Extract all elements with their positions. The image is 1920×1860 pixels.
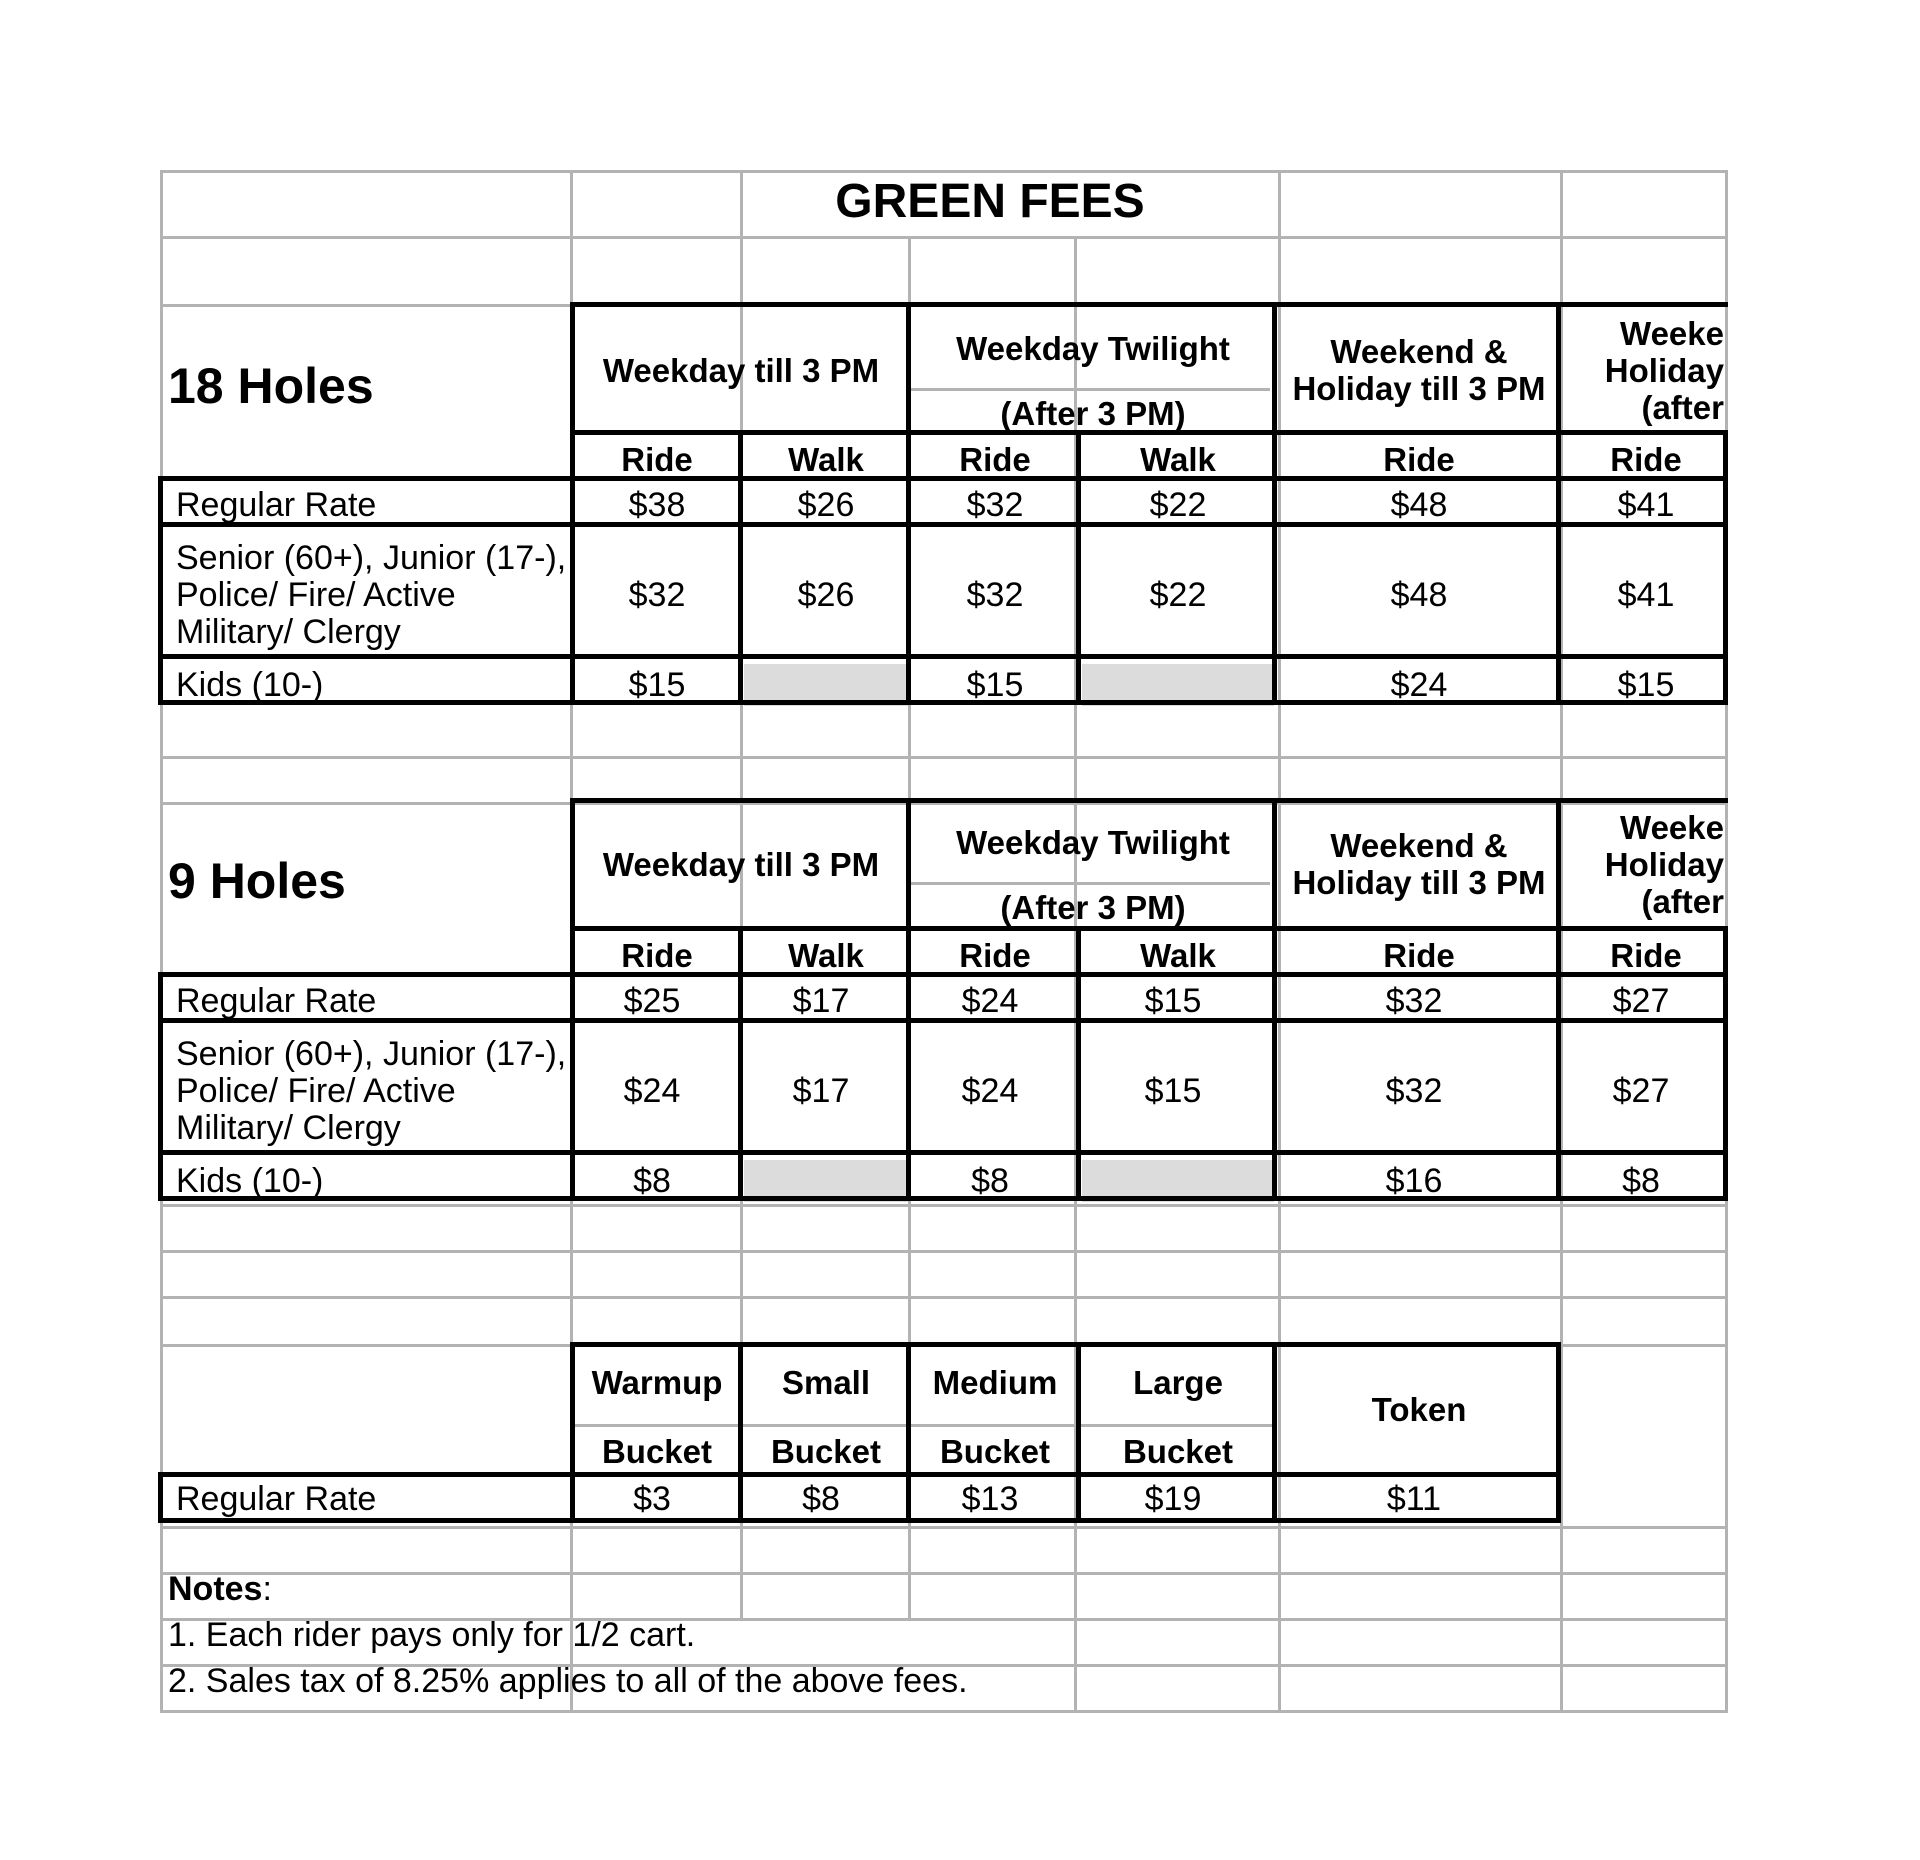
fee-cell: $17 — [792, 981, 850, 1020]
table-border — [158, 1472, 163, 1523]
fee-cell: $15 — [1617, 665, 1675, 704]
price-cell: $19 — [1144, 1479, 1202, 1518]
row-label: Regular Rate — [176, 485, 377, 524]
subheader-ride: Ride — [959, 440, 1031, 478]
fee-cell: $15 — [1144, 1071, 1202, 1110]
header-after-3: (After 3 PM) — [1000, 394, 1186, 432]
table-border — [158, 476, 163, 705]
fee-cell: $32 — [1385, 1071, 1443, 1110]
fee-cell: $22 — [1149, 485, 1207, 524]
fee-cell: $27 — [1612, 1071, 1670, 1110]
fee-cell: $24 — [623, 1071, 681, 1110]
row-label: Kids (10-) — [176, 665, 324, 704]
table-border — [158, 972, 163, 1201]
header-weekday-twilight: Weekday Twilight — [956, 329, 1230, 367]
bucket-label: Bucket — [939, 1432, 1051, 1470]
bucket-header-warmup: Warmup — [591, 1363, 723, 1401]
fee-cell: $41 — [1617, 575, 1675, 614]
notes-heading — [160, 1568, 560, 1610]
fee-cell: $32 — [1385, 981, 1443, 1020]
fee-cell: $32 — [966, 485, 1024, 524]
note-item: 2. Sales tax of 8.25% applies to all of the above fees. — [168, 1661, 968, 1700]
bucket-header-large: Large — [1133, 1363, 1223, 1401]
subheader-walk: Walk — [1140, 936, 1216, 974]
fee-cell: $26 — [797, 575, 855, 614]
subheader-ride: Ride — [1383, 936, 1455, 974]
fee-cell: $48 — [1390, 485, 1448, 524]
bucket-header-small: Small — [781, 1363, 871, 1401]
fee-cell: $8 — [971, 1161, 1009, 1200]
table-border — [158, 1472, 1560, 1477]
row-label: Senior (60+), Junior (17-), Police/ Fire/ Active Military/ Clergy — [176, 538, 567, 651]
subheader-ride: Ride — [1610, 440, 1682, 478]
subheader-walk: Walk — [1140, 440, 1216, 478]
price-cell: $8 — [802, 1479, 840, 1518]
token-header: Token — [1371, 1390, 1467, 1428]
subheader-ride: Ride — [621, 440, 693, 478]
fee-cell: $24 — [1390, 665, 1448, 704]
fee-cell: $27 — [1612, 981, 1670, 1020]
fee-cell: $38 — [628, 485, 686, 524]
fee-cell: $15 — [966, 665, 1024, 704]
bucket-header-medium: Medium — [932, 1363, 1058, 1401]
bucket-label: Bucket — [601, 1432, 713, 1470]
fee-cell: $32 — [966, 575, 1024, 614]
subheader-walk: Walk — [788, 440, 864, 478]
fee-cell: $25 — [623, 981, 681, 1020]
header-weekend-till-3: Weekend & Holiday till 3 PM — [1292, 333, 1546, 407]
header-weekend-after: Weeke Holiday (after — [1604, 314, 1724, 426]
notes-heading-text: Notes — [168, 1569, 263, 1608]
bucket-label: Bucket — [770, 1432, 882, 1470]
subheader-walk: Walk — [788, 936, 864, 974]
header-weekend-till-3: Weekend & Holiday till 3 PM — [1292, 827, 1546, 901]
header-weekday-till-3: Weekday till 3 PM — [602, 351, 880, 389]
row-label: Senior (60+), Junior (17-), Police/ Fire/ Active Military/ Clergy — [176, 1034, 567, 1147]
note-item: 1. Each rider pays only for 1/2 cart. — [168, 1615, 696, 1654]
fee-cell: $41 — [1617, 485, 1675, 524]
price-cell: $11 — [1386, 1479, 1442, 1518]
subheader-ride: Ride — [1610, 936, 1682, 974]
bucket-label: Bucket — [1122, 1432, 1234, 1470]
subheader-ride: Ride — [621, 936, 693, 974]
fee-cell: $8 — [1622, 1161, 1660, 1200]
fee-cell: $32 — [628, 575, 686, 614]
row-label: Kids (10-) — [176, 1161, 324, 1200]
header-after-3: (After 3 PM) — [1000, 888, 1186, 926]
price-cell: $13 — [961, 1479, 1019, 1518]
fee-cell: $26 — [797, 485, 855, 524]
fee-cell: $15 — [1144, 981, 1202, 1020]
subheader-ride: Ride — [1383, 440, 1455, 478]
header-weekday-till-3: Weekday till 3 PM — [602, 845, 880, 883]
subheader-ride: Ride — [959, 936, 1031, 974]
fee-cell: $15 — [628, 665, 686, 704]
fee-cell: $48 — [1390, 575, 1448, 614]
header-weekday-twilight: Weekday Twilight — [956, 823, 1230, 861]
fee-cell: $8 — [633, 1161, 671, 1200]
row-label: Regular Rate — [176, 981, 377, 1020]
price-cell: $3 — [633, 1479, 671, 1518]
section-title-18-holes: 18 Holes — [168, 357, 374, 414]
page-title: GREEN FEES — [835, 174, 1145, 228]
fee-cell: $24 — [961, 1071, 1019, 1110]
fee-cell: $24 — [961, 981, 1019, 1020]
row-label: Regular Rate — [176, 1479, 377, 1518]
fee-cell: $17 — [792, 1071, 850, 1110]
fee-cell: $16 — [1385, 1161, 1443, 1200]
fee-cell: $22 — [1149, 575, 1207, 614]
header-weekend-after: Weeke Holiday (after — [1604, 808, 1724, 920]
notes-colon: : — [262, 1569, 272, 1608]
section-title-9-holes: 9 Holes — [168, 852, 346, 909]
